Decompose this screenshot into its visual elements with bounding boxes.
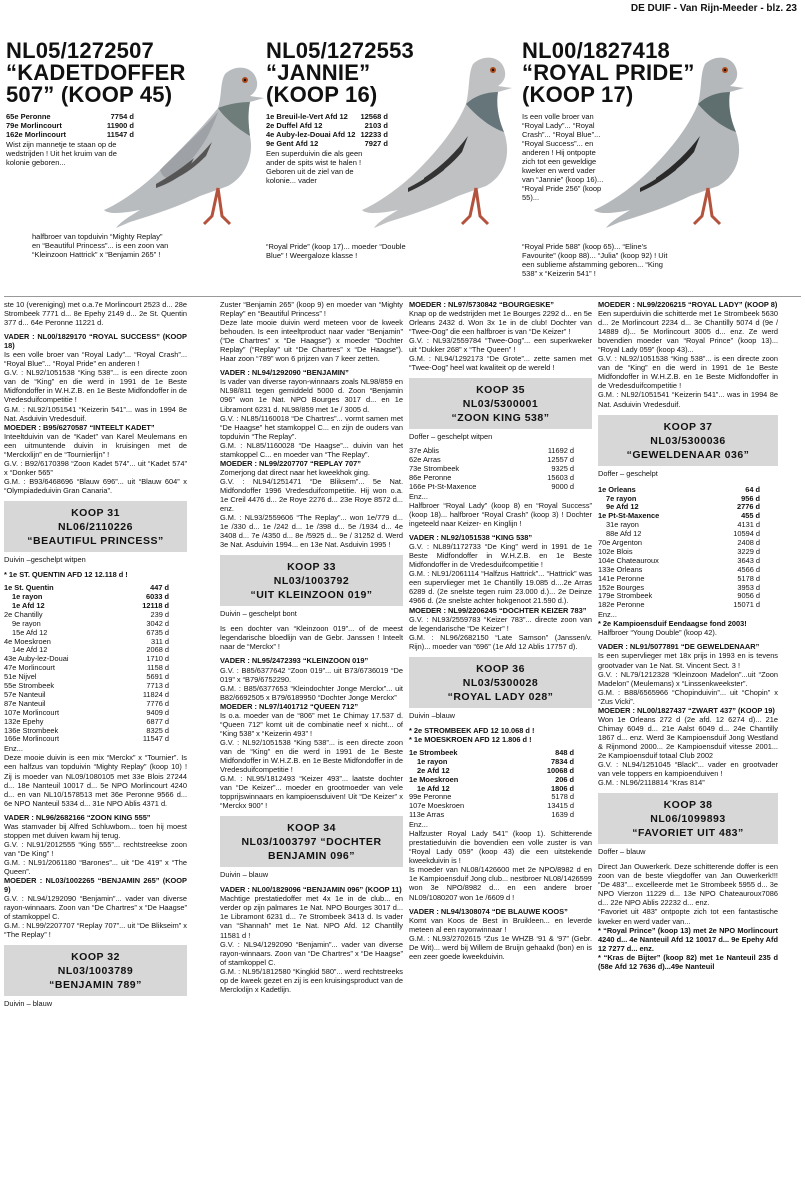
column-1 xyxy=(4,300,187,1008)
race-name: 1e Orleans xyxy=(598,484,636,494)
enz: Enz... xyxy=(409,491,428,501)
paragraph: Zuster “Benjamin 265” (koop 9) en moeder van “Mighty Replay” en “Beautiful Princess” ! xyxy=(220,300,403,319)
lot-number: KOOP 36 xyxy=(476,662,525,675)
paragraph: G.M. : NL96/2118814 “Kras 814” xyxy=(598,778,705,788)
ring-number: NL03/1003797 “DOCHTER xyxy=(241,836,382,849)
paragraph: Machtige prestatiedoffer met 4x 1e in de club... en verder op zijn palmares 1e Nat. NPO Bourges 3017 d... 1e Libramont 6231 d... 7e Strombeek 3413 d. Is vader van “Shannah” met 1e Nat. NPO Afd. 12 Chantilly 11581 d ! xyxy=(220,894,403,940)
race-birds: 10068 d xyxy=(546,765,574,775)
paragraph: G.M. : NL92/1051541 “Keizerin 541”... was in 1994 8e Nat. Asduivin Vredesduif. xyxy=(598,390,778,409)
race-birds: 9409 d xyxy=(146,707,169,717)
lot-box xyxy=(4,945,187,996)
pigeon-description: Duivin –geschelpt witpen xyxy=(4,554,86,564)
enz: Enz... xyxy=(4,744,23,754)
paragraph: Was stamvader bij Alfred Schluwbom... toen hij moest stoppen met duiven kwam hij terug. xyxy=(4,821,187,840)
section-heading: MOEDER : NL97/1401712 “QUEEN 712” xyxy=(220,701,359,711)
lot-number: KOOP 37 xyxy=(663,420,713,433)
race-birds: 4566 d xyxy=(737,564,760,574)
race-name: 70e Argenton xyxy=(598,538,642,548)
results-table xyxy=(598,486,778,611)
race-name: 132e Epehy xyxy=(4,716,44,726)
paragraph: G.M. : NL93/2702615 “Zus 1e WHZB ‘91 & ‘97” (Gebr. De Wit)... werd bij Willem de Bruijn gehaakd (bon) en is een zeer goede kweekduivin. xyxy=(409,933,592,961)
lot-box xyxy=(598,415,778,466)
race-name: 14e Afd 12 xyxy=(12,645,48,655)
race-name: 99e Peronne xyxy=(409,792,452,802)
paragraph: Zomerjong dat direct naar het kweekhok ging. xyxy=(220,467,370,477)
race-birds: 6033 d xyxy=(145,591,169,601)
ring-number: NL03/5300036 xyxy=(650,434,726,447)
ring-number: NL03/1003792 xyxy=(273,575,350,588)
paragraph: G.M. : NL95/1812580 “Kingkid 580”... werd rechtstreeks op de kweek gezet en zij is een kruisingsproduct van de Merckxlijn x Kadetlijn. xyxy=(220,966,403,994)
race-birds: 11547 d xyxy=(142,734,169,744)
results-table xyxy=(409,749,592,820)
race-birds: 15603 d xyxy=(547,473,574,483)
pigeon-name-2: 507” (KOOP 45) xyxy=(6,82,173,107)
pigeon-name: “ZOON KING 538” xyxy=(451,412,550,425)
race-name: 133e Orleans xyxy=(598,564,643,574)
lot-number: KOOP 33 xyxy=(287,561,336,574)
pigeon-description: Doffer – blauw xyxy=(598,847,646,857)
paragraph: Komt van Koos de Best in Bruikleen... en leverde meteen al een rayonwinnaar ! xyxy=(409,915,592,934)
section-heading: MOEDER : NL99/2206215 “ROYAL LADY” (KOOP 8) xyxy=(598,300,778,309)
highlight: * “Royal Prince” (koop 13) met 2e NPO Morlincourt 4240 d... 4e Nanteuil Afd 12 10017 d... 9e Epehy Afd 12 7277 d... enz. xyxy=(598,925,778,953)
paragraph: Is vader van diverse rayon-winnaars zoals NL98/859 en NL98/811 tegen gemiddeld 5000 d. Zoon “Benjamin 096” won 1e Nat. NPO Bourges 3017 d... en 1e Libramont 6231 d. NL98/859 met 1e / 3005 d. xyxy=(220,377,403,414)
race-birds: 2776 d xyxy=(736,502,760,512)
race-birds: 3042 d xyxy=(146,618,169,628)
race-name: 31e rayon xyxy=(606,520,639,530)
column-2 xyxy=(220,300,403,994)
caption: “Royal Pride” (koop 17)... moeder “Double Blue” ! Weergaloze klasse ! xyxy=(266,242,406,260)
race-birds: 11692 d xyxy=(547,446,574,456)
paragraph: G.V. : NL94/1251045 “Black”... vader en grootvader van vele toppers en kampioenduiven ! xyxy=(598,760,778,779)
race-name: 1e Moeskroen xyxy=(409,774,459,784)
race-birds: 3643 d xyxy=(737,555,760,565)
ring-number: NL03/5300001 xyxy=(462,398,539,411)
section-heading: VADER : NL95/2472393 “KLEINZOON 019” xyxy=(220,656,369,666)
race-name: 1e Strombeek xyxy=(409,747,458,757)
race-birds: 13415 d xyxy=(547,801,574,811)
pigeon-name: “ROYAL PRIDE” xyxy=(522,60,695,85)
pigeon-description: Duivin – blauw xyxy=(4,999,53,1009)
lot-box xyxy=(220,816,403,867)
race-birds: 11824 d xyxy=(142,689,169,699)
race-name: 1e St. Quentin xyxy=(4,583,54,593)
race-name: 9e rayon xyxy=(12,618,41,628)
paragraph: G.V. : NL93/2559784 “Twee-Oog”... een superkweker uit “Dukker 268” x “The Queen” ! xyxy=(409,336,592,355)
race-birds: 8325 d xyxy=(146,725,169,735)
section-heading: MOEDER : NL00/1827437 “ZWART 437” (KOOP 19) xyxy=(598,705,775,715)
paragraph: G.V. : B92/6170398 “Zoon Kadet 574”... uit “Kadet 574” x “Donker 565” xyxy=(4,458,187,477)
section-heading: MOEDER : NL99/2206245 “DOCHTER KEIZER 783” xyxy=(409,605,587,615)
ring-number: NL06/2110226 xyxy=(58,520,133,533)
paragraph: Is een volle broer van “Royal Lady”... “Royal Crash”... “Royal Blue”... “Royal Pride” en anderen ! xyxy=(4,350,187,369)
race-birds: 5691 d xyxy=(146,672,169,682)
lot-box xyxy=(409,378,592,429)
race-birds: 7713 d xyxy=(146,681,169,691)
race-name: 182e Peronne xyxy=(598,600,645,610)
result-row xyxy=(409,811,592,820)
pigeon-name: “KADETDOFFER xyxy=(6,60,186,85)
highlight: * 1e ST. QUENTIN AFD 12 12.118 d ! xyxy=(4,570,128,580)
race-name: 7e rayon xyxy=(606,493,637,503)
lot-number: KOOP 34 xyxy=(287,822,336,835)
race-birds: 5178 d xyxy=(551,792,574,802)
race-name: 9e Afd 12 xyxy=(606,502,639,512)
race-name: 107e Morlincourt xyxy=(4,707,60,717)
race-name: 107e Moeskroen xyxy=(409,801,465,811)
race-name: 62e Arras xyxy=(409,455,441,465)
race-birds: 7776 d xyxy=(146,698,169,708)
paragraph: G.M. : NL93/2559606 “The Replay”... won 1e/779 d... 1e /330 d... 1e /242 d... 1e /398 d... 5e /1934 d... 4e 3408 d... 7e /4350 d... 8e /5925 d... 9e / 31252 d. Werd 3e Nat. Asduivin 1994... en 13e Nat. Asduivin 1995 ! xyxy=(220,513,403,550)
paragraph: G.M. : NL96/2682150 “Late Samson” (Janssen/v. Rijn)... moeder van “696” (1e Afd 12 Ablis 17757 d). xyxy=(409,632,592,651)
paragraph: Knap op de wedstrijden met 1e Bourges 2292 d... en 5e Orleans 2432 d. Won 3x 1e in de club! Dochter van “Twee-Oog” die een halfbroer is van “De Keizer” ! xyxy=(409,309,592,337)
pigeon-name: “UIT KLEINZOON 019” xyxy=(250,589,373,602)
intro-text: Een superduivin die als geen ander de spits wist te halen ! Geboren uit de ziel van de kolonie... vader xyxy=(266,149,363,185)
paragraph: G.M. : B88/6565966 “Chopinduivin”... uit “Chopin” x “Zus Vicki”. xyxy=(598,687,778,706)
paragraph: G.M. : B85/6377653 “Kleindochter Jonge Merckx”... uit B82/6692505 x B79/6189950 “Dochter Jonge Merckx” xyxy=(220,683,403,702)
pigeon-description: Duivin – geschelpt bont xyxy=(220,609,297,619)
enz: Enz... xyxy=(598,610,617,620)
ring-number: NL03/5300028 xyxy=(462,676,539,689)
pigeon-name: BENJAMIN 096” xyxy=(267,850,356,863)
paragraph: G.M. : NL92/1051541 “Keizerin 541”... was in 1994 8e Nat. Asduivin Vredesduif. xyxy=(4,404,187,423)
pigeon-photo-2 xyxy=(358,46,528,236)
paragraph: G.V. : NL85/1160018 “De Chartres”... vormt samen met “De Haagse” het stamkoppel C... en zijn de ouders van topduivin “The Replay”. xyxy=(220,413,403,441)
race-birds: 1639 d xyxy=(551,810,574,820)
race-birds: 956 d xyxy=(741,493,760,503)
enz: Enz... xyxy=(409,820,428,830)
paragraph: G.M. : NL91/2061114 “Halfzus Hattrick”... “Hattrick” was een supervlieger met 1e Chantilly 19.085 d....2e Arras 6289 d. (2e snelste tegen ruim 23.000 d.)... 2e Deinze 4966 d. (2e snelste achter hokgenoot 21.590 d.). xyxy=(409,569,592,606)
pigeon-name-2: (KOOP 16) xyxy=(266,82,378,107)
results-table xyxy=(4,584,187,744)
section-heading: VADER : NL00/1829170 “ROYAL SUCCESS” (KOOP 18) xyxy=(4,332,187,351)
lot-box xyxy=(220,555,403,606)
paragraph: ste 10 (vereniging) met o.a.7e Morlincourt 2523 d... 28e Strombeek 7771 d... 8e Epehy 2149 d... 2e St. Quentin 377 d... 64e Peronne 11221 d. xyxy=(4,300,187,328)
paragraph: Deze mooie duivin is een mix “Merckx” x “Tournier”. Is een halfzus van topduivin “Mighty Replay” (koop 10) ! Zij is moeder van NL09/1080105 met 33e Blois 27244 d... 18e Nanteuil 10017 d... 5e NPO Morlincourt 4240 d... en van NL10/1578513 met 36e Peronne 9566 d... 6e NPO Nanteuil 5334 d... 31e NPO Ablis 4371 d. xyxy=(4,753,187,808)
result-row xyxy=(409,483,592,492)
pigeon-name: “ROYAL LADY 028” xyxy=(447,690,554,703)
paragraph: G.M. : NL94/1292173 “De Grote”... zette samen met “Twee-Oog” heel wat kwaliteit op de wereld ! xyxy=(409,354,592,373)
paragraph: Inteeltduivin van de “Kadet” van Karel Meulemans en een uitmuntende duivin in kruisingen met de “Merckxlijn” en de “Tournierlijn” ! xyxy=(4,431,187,459)
divider xyxy=(4,296,801,297)
section-heading: MOEDER : NL97/5730842 “BOURGESKE” xyxy=(409,300,554,309)
paragraph: Is o.a. moeder van de “806” met 1e Chimay 17.537 d. “Queen 712” komt uit de combinatie neef x nicht... of “King 538” x “Keizerin 493” ! xyxy=(220,710,403,738)
race-name: 55e Strombeek xyxy=(4,681,55,691)
race-birds: 7834 d xyxy=(550,756,574,766)
race-name: 1e Afd 12 xyxy=(417,783,450,793)
race-name: 57e Nanteuil xyxy=(4,689,46,699)
lot-box xyxy=(598,793,778,844)
paragraph: G.M. : NL91/2061180 “Barones”... uit “De 419” x “The Queen”. xyxy=(4,857,187,876)
paragraph: G.V. : NL92/1051538 “King 538”... is een directe zoon van de “King” en die werd in 1991 de 1e Beste Midfondoffer in W.H.Z.B. en 1e Beste Midfondoffer in de Vredesduifcompetitie ! xyxy=(220,737,403,775)
results: 65e Peronne 7754 d 79e Morlincourt 11900 d 162e Morlincourt 11547 d xyxy=(6,112,134,139)
lot-number: KOOP 35 xyxy=(476,384,525,397)
ring-number: NL00/1827418 xyxy=(522,38,670,63)
race-name: 47e Morlincourt xyxy=(4,663,55,673)
pigeon-description: Doffer – geschelpt witpen xyxy=(409,432,493,442)
race-birds: 15071 d xyxy=(733,600,760,610)
race-birds: 848 d xyxy=(555,747,574,757)
race-birds: 206 d xyxy=(555,774,574,784)
paragraph: G.V. : NL89/1172733 “De King” werd in 1991 de 1e Beste Midfondoffer in W.H.Z.B. en 1e Beste Midfondoffer in de Vredesduifcompetitie ! xyxy=(409,542,592,570)
results-table xyxy=(409,447,592,492)
pigeon-description: Doffer – geschelpt xyxy=(598,468,658,478)
intro-text: Wist zijn mannetje te staan op de wedstrijden ! Uit het kruim van de kolonie geboren... xyxy=(6,140,117,167)
paragraph: Halfbroer “Royal Lady” (koop 8) en “Royal Success” (koop 18)... halfbroer “Royal Crash” (koop 3) ! Dochter ingeteeld naar Keizer- en Kinglijn ! xyxy=(409,501,592,529)
race-birds: 1710 d xyxy=(146,654,169,664)
lot-box xyxy=(409,657,592,708)
featured-pigeons xyxy=(0,40,805,292)
section-heading: MOEDER : NL03/1002265 “BENJAMIN 265” (KOOP 9) xyxy=(4,876,187,895)
paragraph: G.V. : NL92/1051538 “King 538”... is een directe zoon van de “King” en die werd in 1991 de 1e Beste Midfondoffer in W.H.Z.B. en 1e Beste Midfondoffer in de Vredesduifcompetitie ! xyxy=(598,354,778,391)
section-heading: VADER : NL92/1051538 “KING 538” xyxy=(409,533,533,543)
paragraph: Deze late mooie duivin werd meteen voor de kweek behouden. Is een inteeltproduct naar vader “Benjamin” (“De Chartres” x “De Haagse”) x moeder “Dochter Replay” (“Replay” uit “De Chartres” x “De Haagse”). Haar zoon “789” won 6 prijzen van 7 keer zetten. xyxy=(220,318,403,364)
caption: “Royal Pride 588” (koop 65)... “Eline’s Favourite” (koop 88)... “Julia” (koop 92) ! Uit een sublieme afstamming geboren... “King 538” x “Keizerin 541” ! xyxy=(522,242,668,278)
race-name: 4e Moeskroen xyxy=(4,636,51,646)
pigeon-name-2: (KOOP 17) xyxy=(522,82,634,107)
section-heading: VADER : NL96/2682166 “ZOON KING 555” xyxy=(4,812,151,822)
pigeon-description: Duivin –blauw xyxy=(409,710,456,720)
paragraph: G.M. : B93/6468696 “Blauw 696”... uit “Blauw 604” x “Olympiadeduivin Gran Canaria”. xyxy=(4,476,187,495)
results: 1e Breuil-le-Vert Afd 12 12568 d 2e Duffel Afd 12 2103 d 4e Auby-lez-Douai Afd 12 12233 d 9e Gent Afd 12 7927 d xyxy=(266,112,388,148)
pigeon-name: “BENJAMIN 789” xyxy=(49,979,142,992)
paragraph: G.V. : NL79/1212328 “Kleinzoon Madelon”...uit “Zoon Madelon” (Meulemans) x “Linssenkweekster”. xyxy=(598,669,778,688)
race-name: 152e Bourges xyxy=(598,582,645,592)
race-name: 141e Peronne xyxy=(598,573,645,583)
section-heading: VADER : NL91/5077891 “DE GEWELDENAAR” xyxy=(598,642,760,652)
section-heading: VADER : NL94/1292090 “BENJAMIN” xyxy=(220,368,349,378)
section-heading: VADER : NL00/1829096 “BENJAMIN 096” (KOOP 11) xyxy=(220,885,402,895)
column-3 xyxy=(409,300,592,961)
lot-box xyxy=(4,501,187,552)
paragraph: G.V. : B85/6377642 “Zoon 019”... uit B73/6736019 “De 019” x “B79/6752290. xyxy=(220,665,403,684)
paragraph: Is moeder van NL08/1426600 met 2e NPO/8982 d en 1e Kampioensduif Jong club... nestbroer NL08/1426599 won 3e NPO/8982 d... en een andere broer NL09/1080207 won 1e /6609 d ! xyxy=(409,865,592,902)
race-name: 104e Chateauroux xyxy=(598,555,659,565)
pigeon-name: “FAVORIET UIT 483” xyxy=(632,827,744,840)
race-birds: 5178 d xyxy=(737,573,760,583)
highlight: * 2e Kampioensduif Eendaagse fond 2003! xyxy=(598,619,747,629)
race-birds: 6735 d xyxy=(146,627,169,637)
race-name: 51e Nijvel xyxy=(4,672,37,682)
result-row xyxy=(4,735,187,744)
race-name: 102e Blois xyxy=(598,546,633,556)
ring-number: NL06/1099893 xyxy=(650,813,726,826)
lot-number: KOOP 31 xyxy=(71,506,120,519)
race-name: 166e Morlincourt xyxy=(4,734,60,744)
race-name: 87e Nanteuil xyxy=(4,698,46,708)
section-heading: MOEDER : B95/6270587 “INTEELT KADET” xyxy=(4,422,155,432)
race-birds: 9325 d xyxy=(551,464,574,474)
pigeon-description: Duivin – blauw xyxy=(220,870,269,880)
race-birds: 2408 d xyxy=(737,538,760,548)
race-name: 2e Chantilly xyxy=(4,609,43,619)
paragraph: G.M. : NL95/1812493 “Keizer 493”... laatste dochter van “De Keizer”... moeder en grootmoeder van vele topprijswinnaars en kampioensduiven! Uit “De Keizer” x “Merckx 900” ! xyxy=(220,774,403,811)
race-name: 37e Ablis xyxy=(409,446,439,456)
race-birds: 9000 d xyxy=(551,482,574,492)
race-birds: 311 d xyxy=(151,636,169,646)
race-name: 1e Afd 12 xyxy=(12,600,45,610)
race-birds: 3229 d xyxy=(737,546,760,556)
result-row xyxy=(598,601,778,610)
race-name: 113e Arras xyxy=(409,810,445,820)
race-birds: 2068 d xyxy=(146,645,169,655)
highlight: * “Kras de Bijter” (koop 82) met 1e Nanteuil 235 d (58e Afd 12 7636 d)...49e Nanteuil xyxy=(598,952,778,971)
pigeon-photo-3 xyxy=(590,46,760,236)
highlight: * 1e MOESKROEN AFD 12 1.806 d ! xyxy=(409,734,532,744)
paragraph: “Favoriet uit 483” ontpopte zich tot een fantastische kweker en werd vader van... xyxy=(598,907,778,926)
race-birds: 10594 d xyxy=(733,529,760,539)
race-birds: 1806 d xyxy=(550,783,574,793)
race-birds: 239 d xyxy=(150,609,169,619)
race-birds: 64 d xyxy=(745,484,760,494)
paragraph: G.V. : NL94/1292090 “Benjamin”... vader van diverse rayon-winnaars. Zoon van “De Chartres” x “De Haagse” of stamkoppel C. xyxy=(4,894,187,922)
ring-number: NL05/1272553 xyxy=(266,38,414,63)
race-birds: 1158 d xyxy=(146,663,169,673)
highlight: * 2e STROMBEEK AFD 12 10.068 d ! xyxy=(409,725,535,735)
race-birds: 9056 d xyxy=(737,591,760,601)
race-name: 15e Afd 12 xyxy=(12,627,48,637)
race-name: 73e Strombeek xyxy=(409,464,460,474)
race-birds: 447 d xyxy=(150,583,169,593)
section-heading: MOEDER : NL99/2207707 “REPLAY 707” xyxy=(220,458,361,468)
paragraph: Halfzuster Royal Lady 541” (koop 1). Schitterende prestatieduivin die bovendien een volle zuster is van “Royal Lady 059” (koop 43) die een uitstekende kweekduivin is ! xyxy=(409,829,592,866)
race-name: 136e Strombeek xyxy=(4,725,59,735)
race-name: 43e Auby-lez-Douai xyxy=(4,654,69,664)
race-name: 179e Strombeek xyxy=(598,591,653,601)
intro-text: Is een volle broer van “Royal Lady”... “Royal Crash”... “Royal Blue”... “Royal Success”... en anderen ! Hij ontpopte zich tot een geweldige kweker en werd vader van “Jannie” (koop 16)... “Royal Pride 256” (koop 55)... xyxy=(522,112,604,202)
race-name: 166e Pt-St-Maxence xyxy=(409,482,477,492)
race-name: 1e rayon xyxy=(417,756,448,766)
race-name: 88e Afd 12 xyxy=(606,529,642,539)
race-name: 86e Peronne xyxy=(409,473,452,483)
race-birds: 455 d xyxy=(741,511,760,521)
ring-number: NL03/1003789 xyxy=(57,965,134,978)
paragraph: G.V. : NL93/2559783 “Keizer 783”... directe zoon van de legendarische “De Keizer” ! xyxy=(409,614,592,633)
paragraph: Direct Jan Ouwerkerk. Deze schitterende doffer is een zoon van de beste vliegdoffer van Jan Ouwerkerk!!! “De 483”... excelleerde met 1e Strombeek 5955 d... 3e NPO Vierzon 11229 d... 13e NPO Chateauroux7086 d... 22e NPO Ablis 22232 d... enz. xyxy=(598,862,778,908)
paragraph: Won 1e Orleans 272 d (2e afd. 12 6274 d)... 21e Chimay 6049 d... 21e Aalst 6049 d... 24e Chantilly 1867 d... enz. Werd 3e Kampioensduif Jong Westland & Rijnmond 2000... 2e Kampioensduif vitesse 2001... 2e Kampioensduif totaal Club 2002 xyxy=(598,714,778,760)
pigeon-name: “GEWELDENAAR 036” xyxy=(626,448,750,461)
paragraph: G.V. : NL91/2012555 “King 555”... rechtstreekse zoon van “De King” ! xyxy=(4,839,187,858)
race-birds: 12557 d xyxy=(547,455,574,465)
column-4 xyxy=(598,300,778,971)
section-heading: VADER : NL94/1308074 “DE BLAUWE KOOS” xyxy=(409,906,568,916)
race-name: 1e Pt-St-Maxence xyxy=(598,511,660,521)
lot-number: KOOP 32 xyxy=(71,951,120,964)
paragraph: G.V. : NL94/1292090 “Benjamin”... vader van diverse rayon-winnaars. Zoon van “De Chartres” x “De Haagse” of stamkoppel C. xyxy=(220,939,403,967)
paragraph: G.V. : NL94/1251471 “De Bliksem”... 5e Nat. Midfondoffer 1996 Vredesduifcompetitie. Hij won o.a. 1e Creil 4476 d... 2e Roye 2276 d... 23e Roye 8572 d... enz. xyxy=(220,476,403,514)
paragraph: G.V. : NL92/1051538 “King 538”... is een directe zoon van de “King” en die werd in 1991 de 1e Beste Midfondoffer in W.H.Z.B. en 1e Beste Midfondoffer in de Vredesduifcompetitie ! xyxy=(4,368,187,405)
caption: halfbroer van topduivin “Mighty Replay” en “Beautiful Princess”... is een zoon van “Kleinzoon Hattrick” x “Benjamin 265” ! xyxy=(32,232,169,259)
pigeon-name: “JANNIE” xyxy=(266,60,371,85)
race-birds: 6877 d xyxy=(146,716,169,726)
race-birds: 4131 d xyxy=(737,520,760,530)
paragraph: Is een supervlieger met 18x prijs in 1993 en is tevens grootvader van 1e Nat. St. Vincent Sect. 3 ! xyxy=(598,651,778,670)
race-birds: 12118 d xyxy=(142,600,169,610)
paragraph: G.M. : NL85/1160028 “De Haagse”... duivin van het stamkoppel C... en moeder van “The Replay”. xyxy=(220,440,403,459)
pigeon-photo-1 xyxy=(100,46,270,236)
lot-number: KOOP 38 xyxy=(663,799,713,812)
paragraph: Een superduivin die schitterde met 1e Strombeek 5630 d... 2e Morlincourt 2234 d... 3e Chantilly 5074 d (9e / 14889 d)... 5e Morlincourt 3005 d... enz. Ze werd bovendien moeder van “Royal Prince” (koop 13)... “Royal Lady 059” (koop 43)... xyxy=(598,309,778,355)
paragraph: Is een dochter van “Kleinzoon 019”... of de meest legendarische bloedlijn van de Gebr. Janssen ! Inteelt naar de “Merckx” ! xyxy=(220,624,403,652)
paragraph: Halfbroer “Young Double” (koop 42). xyxy=(598,628,717,638)
pigeon-name: “BEAUTIFUL PRINCESS” xyxy=(27,534,164,547)
race-name: 1e rayon xyxy=(12,591,43,601)
ring-number: NL05/1272507 xyxy=(6,38,154,63)
race-birds: 3953 d xyxy=(737,582,760,592)
race-name: 2e Afd 12 xyxy=(417,765,450,775)
paragraph: G.M. : NL99/2207707 “Replay 707”... uit “De Blikseim” x “The Replay” ! xyxy=(4,921,187,940)
page-header: DE DUIF - Van Rijn-Meeder - blz. 23 xyxy=(630,3,797,14)
